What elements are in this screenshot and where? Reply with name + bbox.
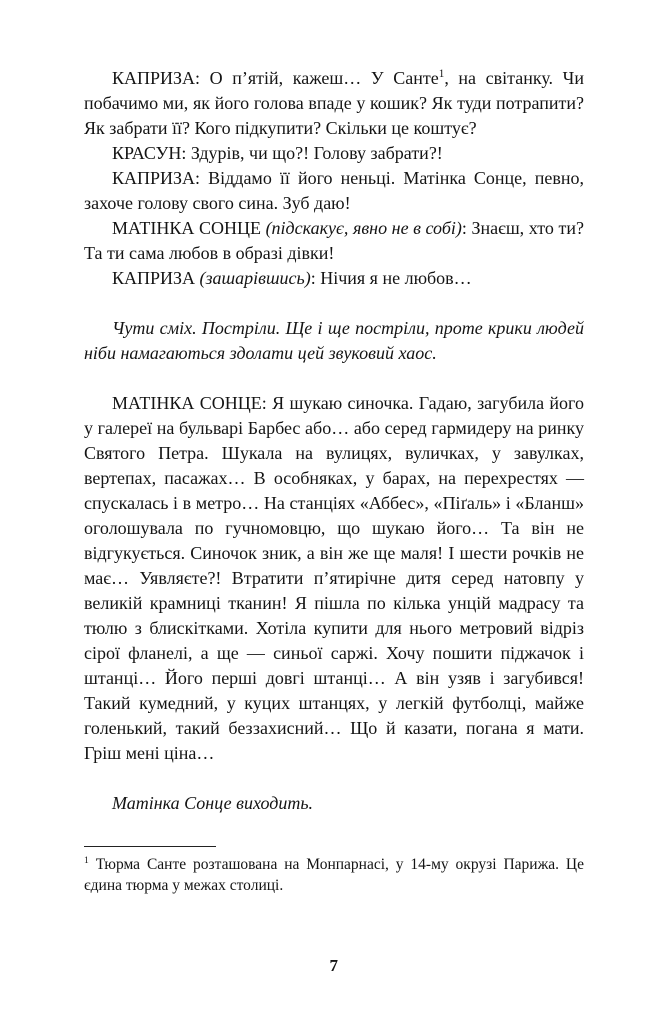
stage-direction (84, 316, 584, 366)
dialogue-paragraph (84, 391, 584, 766)
stage-note: Матінка Сонце виходить. (112, 793, 314, 813)
text-segment: КАПРИЗА: О п’ятій, кажеш… У Санте (112, 68, 439, 88)
text-segment: КРАСУН: Здурів, чи що?! Голову забрати?! (112, 143, 443, 163)
footnote-block (84, 846, 584, 896)
text-segment: МАТІНКА СОНЦЕ: Я шукаю синочка. Гадаю, загубила його у галереї на бульварі Барбес або… або серед гармидеру на ринку Святого Петра. Шукала на вулицях, вуличках, у завулках, вертепах, пасажах… В особняках, у барах, на перехрестях — спускалась і в метро… На станціях «Аббес», «Піґаль» і «Бланш» оголошувала по гучномовцю, що шукаю його… Та він не відгукується. Синочок зник, а він же ще маля! І шести рочків не має… Уявляєте?! Втратити п’ятирічне дитя серед натовпу у великій крамниці тканин! Я пішла по кілька унцій мадрасу та тюлю з блискітками. Хотіла купити для нього метровий відріз сірої фланелі, а ще — синьої саржі. Хочу пошити піджачок і штанці… Його перші довгі штанці… А він узяв і загубився! Такий кумедний, у куцих штанцях, у легкій футболці, майже голенький, такий беззахисний… Що й казати, погана я мати. Гріш мені ціна… (84, 393, 584, 763)
stage-note: (зашарівшись) (199, 268, 311, 288)
text-segment: МАТІНКА СОНЦЕ (112, 218, 266, 238)
dialogue-paragraph (84, 266, 584, 291)
text-segment: : Знаєш, хто ти? Та ти сама любов в образі дівки! (84, 218, 584, 263)
text-segment: КАПРИЗА (112, 268, 200, 288)
dialogue-paragraph (84, 166, 584, 216)
text-segment: КАПРИЗА: Віддамо її його неньці. Матінка Сонце, певно, захоче голову свого сина. Зуб даю! (84, 168, 584, 213)
footnote-text (84, 854, 584, 896)
stage-note: Чути сміх. Постріли. Ще і ще постріли, проте крики людей ніби намагаються здолати цей звуковий хаос. (84, 318, 584, 363)
page-number: 7 (329, 956, 339, 975)
stage-direction (84, 791, 584, 816)
footnote-marker: 1 (84, 854, 89, 866)
dialogue-paragraph (84, 66, 584, 141)
stage-note: (підскакує, явно не в собі) (265, 218, 462, 238)
dialogue-paragraph (84, 216, 584, 266)
text-segment: , на світанку. Чи побачимо ми, як його голова впаде у кошик? Як туди потрапити? Як забрати її? Кого підкупити? Скільки це коштує? (84, 68, 584, 138)
text-segment: : Нічия я не любов… (310, 268, 472, 288)
dialogue-paragraph (84, 141, 584, 166)
footnote-marker: 1 (438, 68, 445, 80)
footnote-divider (84, 846, 216, 847)
text-segment: Тюрма Санте розташована на Монпарнасі, у 14-му окрузі Парижа. Це єдина тюрма у межах столиці. (84, 856, 584, 894)
page-body (84, 66, 584, 816)
